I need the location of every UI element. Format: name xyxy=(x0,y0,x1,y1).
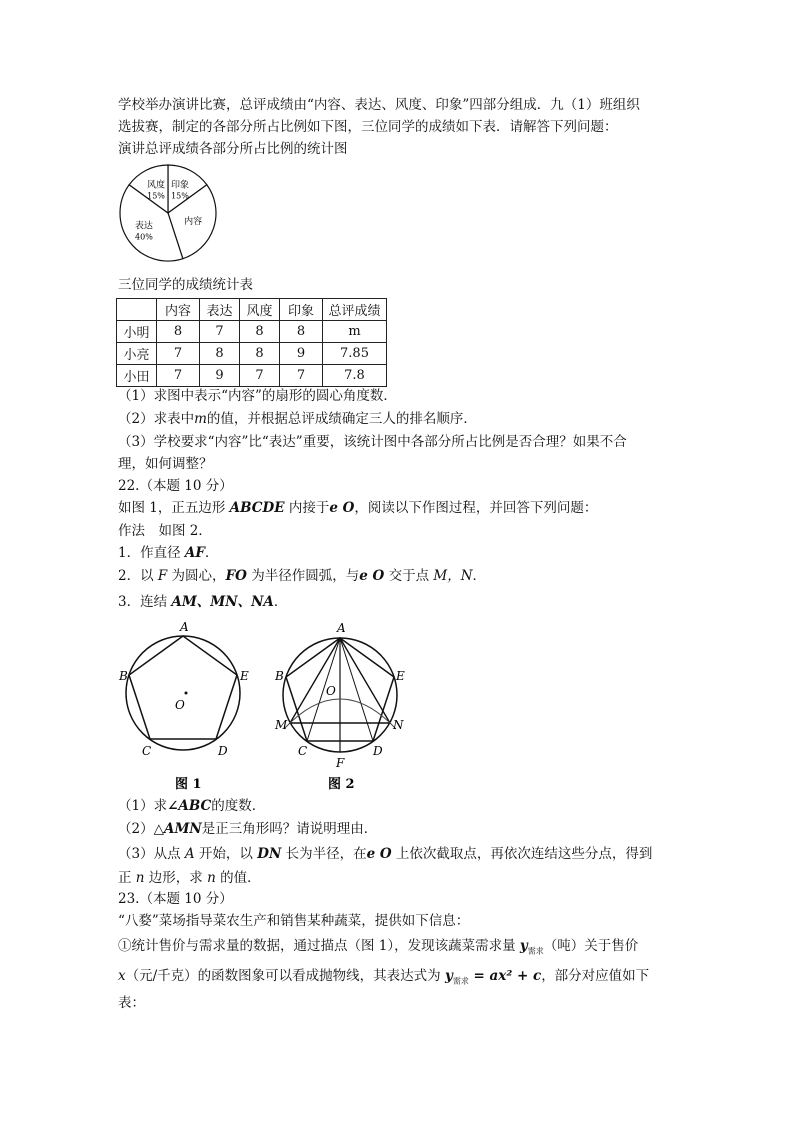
table-cell: 9 xyxy=(280,343,323,365)
table-row xyxy=(117,365,387,387)
q23-info1-line3: 表： xyxy=(118,995,145,1011)
figure-1-pentagon xyxy=(118,617,258,797)
table-cell: 8 xyxy=(240,343,280,365)
table-header-cell: 印象 xyxy=(280,299,323,321)
table-cell: 小田 xyxy=(117,365,157,387)
q21-part3-line2: 理，如何调整？ xyxy=(118,456,213,472)
table-cell: 7.8 xyxy=(323,365,387,387)
table-cell: 7 xyxy=(240,365,280,387)
pie-slice-percent: 15% xyxy=(171,191,189,201)
table-cell: 小亮 xyxy=(117,343,157,365)
intro-line-1: 学校举办演讲比赛，总评成绩由“内容、表达、风度、印象”四部分组成．九（1）班组织 xyxy=(118,97,640,113)
figure-2-construction xyxy=(270,617,410,797)
fig2-label-O: O xyxy=(326,684,336,698)
fig2-label-C: C xyxy=(298,744,308,758)
q22-part2: （2）△AMN是正三角形吗？请说明理由． xyxy=(118,821,378,837)
table-cell: 8 xyxy=(280,321,323,343)
table-cell: 小明 xyxy=(117,321,157,343)
q22-part1: （1）求∠ABC的度数． xyxy=(118,798,266,814)
table-cell: 8 xyxy=(200,343,240,365)
table-header-cell: 风度 xyxy=(240,299,280,321)
table-cell: 8 xyxy=(157,321,200,343)
fig2-label-N: N xyxy=(393,718,404,732)
table-cell: 9 xyxy=(200,365,240,387)
table-header-cell xyxy=(117,299,157,321)
table-cell: 7.85 xyxy=(323,343,387,365)
fig2-label-E: E xyxy=(396,669,405,683)
pie-slice-percent: 40% xyxy=(135,232,153,242)
fig2-label-M: M xyxy=(275,718,288,732)
table-cell: 8 xyxy=(240,321,280,343)
q23-info1-line1: ①统计售价与需求量的数据，通过描点（图 1），发现该蔬菜需求量 $y_{需求}$（吨）关于售价 xyxy=(118,938,639,956)
fig1-label-B: B xyxy=(119,669,128,683)
table-header-cell: 表达 xyxy=(200,299,240,321)
table-row xyxy=(117,343,387,365)
table-cell: 7 xyxy=(157,365,200,387)
table-header-cell: 内容 xyxy=(157,299,200,321)
q23-intro: “八婺”菜场指导菜农生产和销售某种蔬菜，提供如下信息： xyxy=(118,913,470,929)
q22-step1: 1．作直径 AF． xyxy=(118,545,219,561)
pie-slice-label: 风度 xyxy=(147,180,166,191)
pie-slice-label: 表达 xyxy=(134,221,153,232)
q21-part3-line1: （3）学校要求“内容”比“表达”重要，该统计图中各部分所占比例是否合理？如果不合 xyxy=(118,434,627,450)
table-cell: 7 xyxy=(280,365,323,387)
q23-info1-line2: x（元/千克）的函数图象可以看成抛物线，其表达式为 $y_{需求} = ax^2 + c$，部分对应值如下 xyxy=(118,968,650,986)
pie-slice-label: 内容 xyxy=(184,217,203,228)
pie-chart xyxy=(118,160,222,270)
pie-slice-percent: 15% xyxy=(147,191,165,201)
q22-part3-line2: 正 n 边形，求 n 的值． xyxy=(118,870,261,886)
table-cell: 7 xyxy=(200,321,240,343)
q22-heading: 22.（本题 10 分） xyxy=(118,478,233,494)
table-cell: 7 xyxy=(157,343,200,365)
fig1-label-C: C xyxy=(142,744,152,758)
intro-line-2: 选拔赛，制定的各部分所占比例如下图，三位同学的成绩如下表．请解答下列问题： xyxy=(118,119,618,135)
fig1-caption: 图 1 xyxy=(175,777,202,792)
q21-part2: （2）求表中m的值，并根据总评成绩确定三人的排名顺序． xyxy=(118,411,477,427)
fig1-label-E: E xyxy=(240,669,249,683)
table-title: 三位同学的成绩统计表 xyxy=(118,277,253,293)
q22-step3: 3．连结 AM、MN、NA． xyxy=(118,594,288,610)
q21-part1: （1）求图中表示“内容”的扇形的圆心角度数． xyxy=(118,388,397,404)
fig1-label-O: O xyxy=(175,698,185,712)
pie-chart-title: 演讲总评成绩各部分所占比例的统计图 xyxy=(118,141,348,157)
fig2-label-A: A xyxy=(337,621,346,635)
q23-heading: 23.（本题 10 分） xyxy=(118,891,233,907)
fig2-label-B: B xyxy=(275,669,284,683)
table-cell: m xyxy=(323,321,387,343)
table-header-cell: 总评成绩 xyxy=(323,299,387,321)
fig2-label-F: F xyxy=(336,756,345,770)
table-header-row xyxy=(117,299,387,321)
fig2-caption: 图 2 xyxy=(328,777,355,792)
pie-slice-label: 印象 xyxy=(170,180,189,191)
q22-step2: 2．以 F 为圆心，FO 为半径作圆弧，与e O 交于点 M，N． xyxy=(118,568,487,584)
q22-part3-line1: （3）从点 A 开始，以 DN 长为半径，在e O 上依次截取点，再依次连结这些分点，得到 xyxy=(118,846,653,862)
table-row xyxy=(117,321,387,343)
q22-method: 作法 如图 2． xyxy=(118,523,212,539)
q22-stem: 如图 1，正五边形 ABCDE 内接于e O，阅读以下作图过程，并回答下列问题： xyxy=(118,500,598,516)
fig1-label-D: D xyxy=(218,744,228,758)
fig1-label-A: A xyxy=(180,620,189,634)
fig2-label-D: D xyxy=(373,744,383,758)
score-table xyxy=(116,298,387,387)
